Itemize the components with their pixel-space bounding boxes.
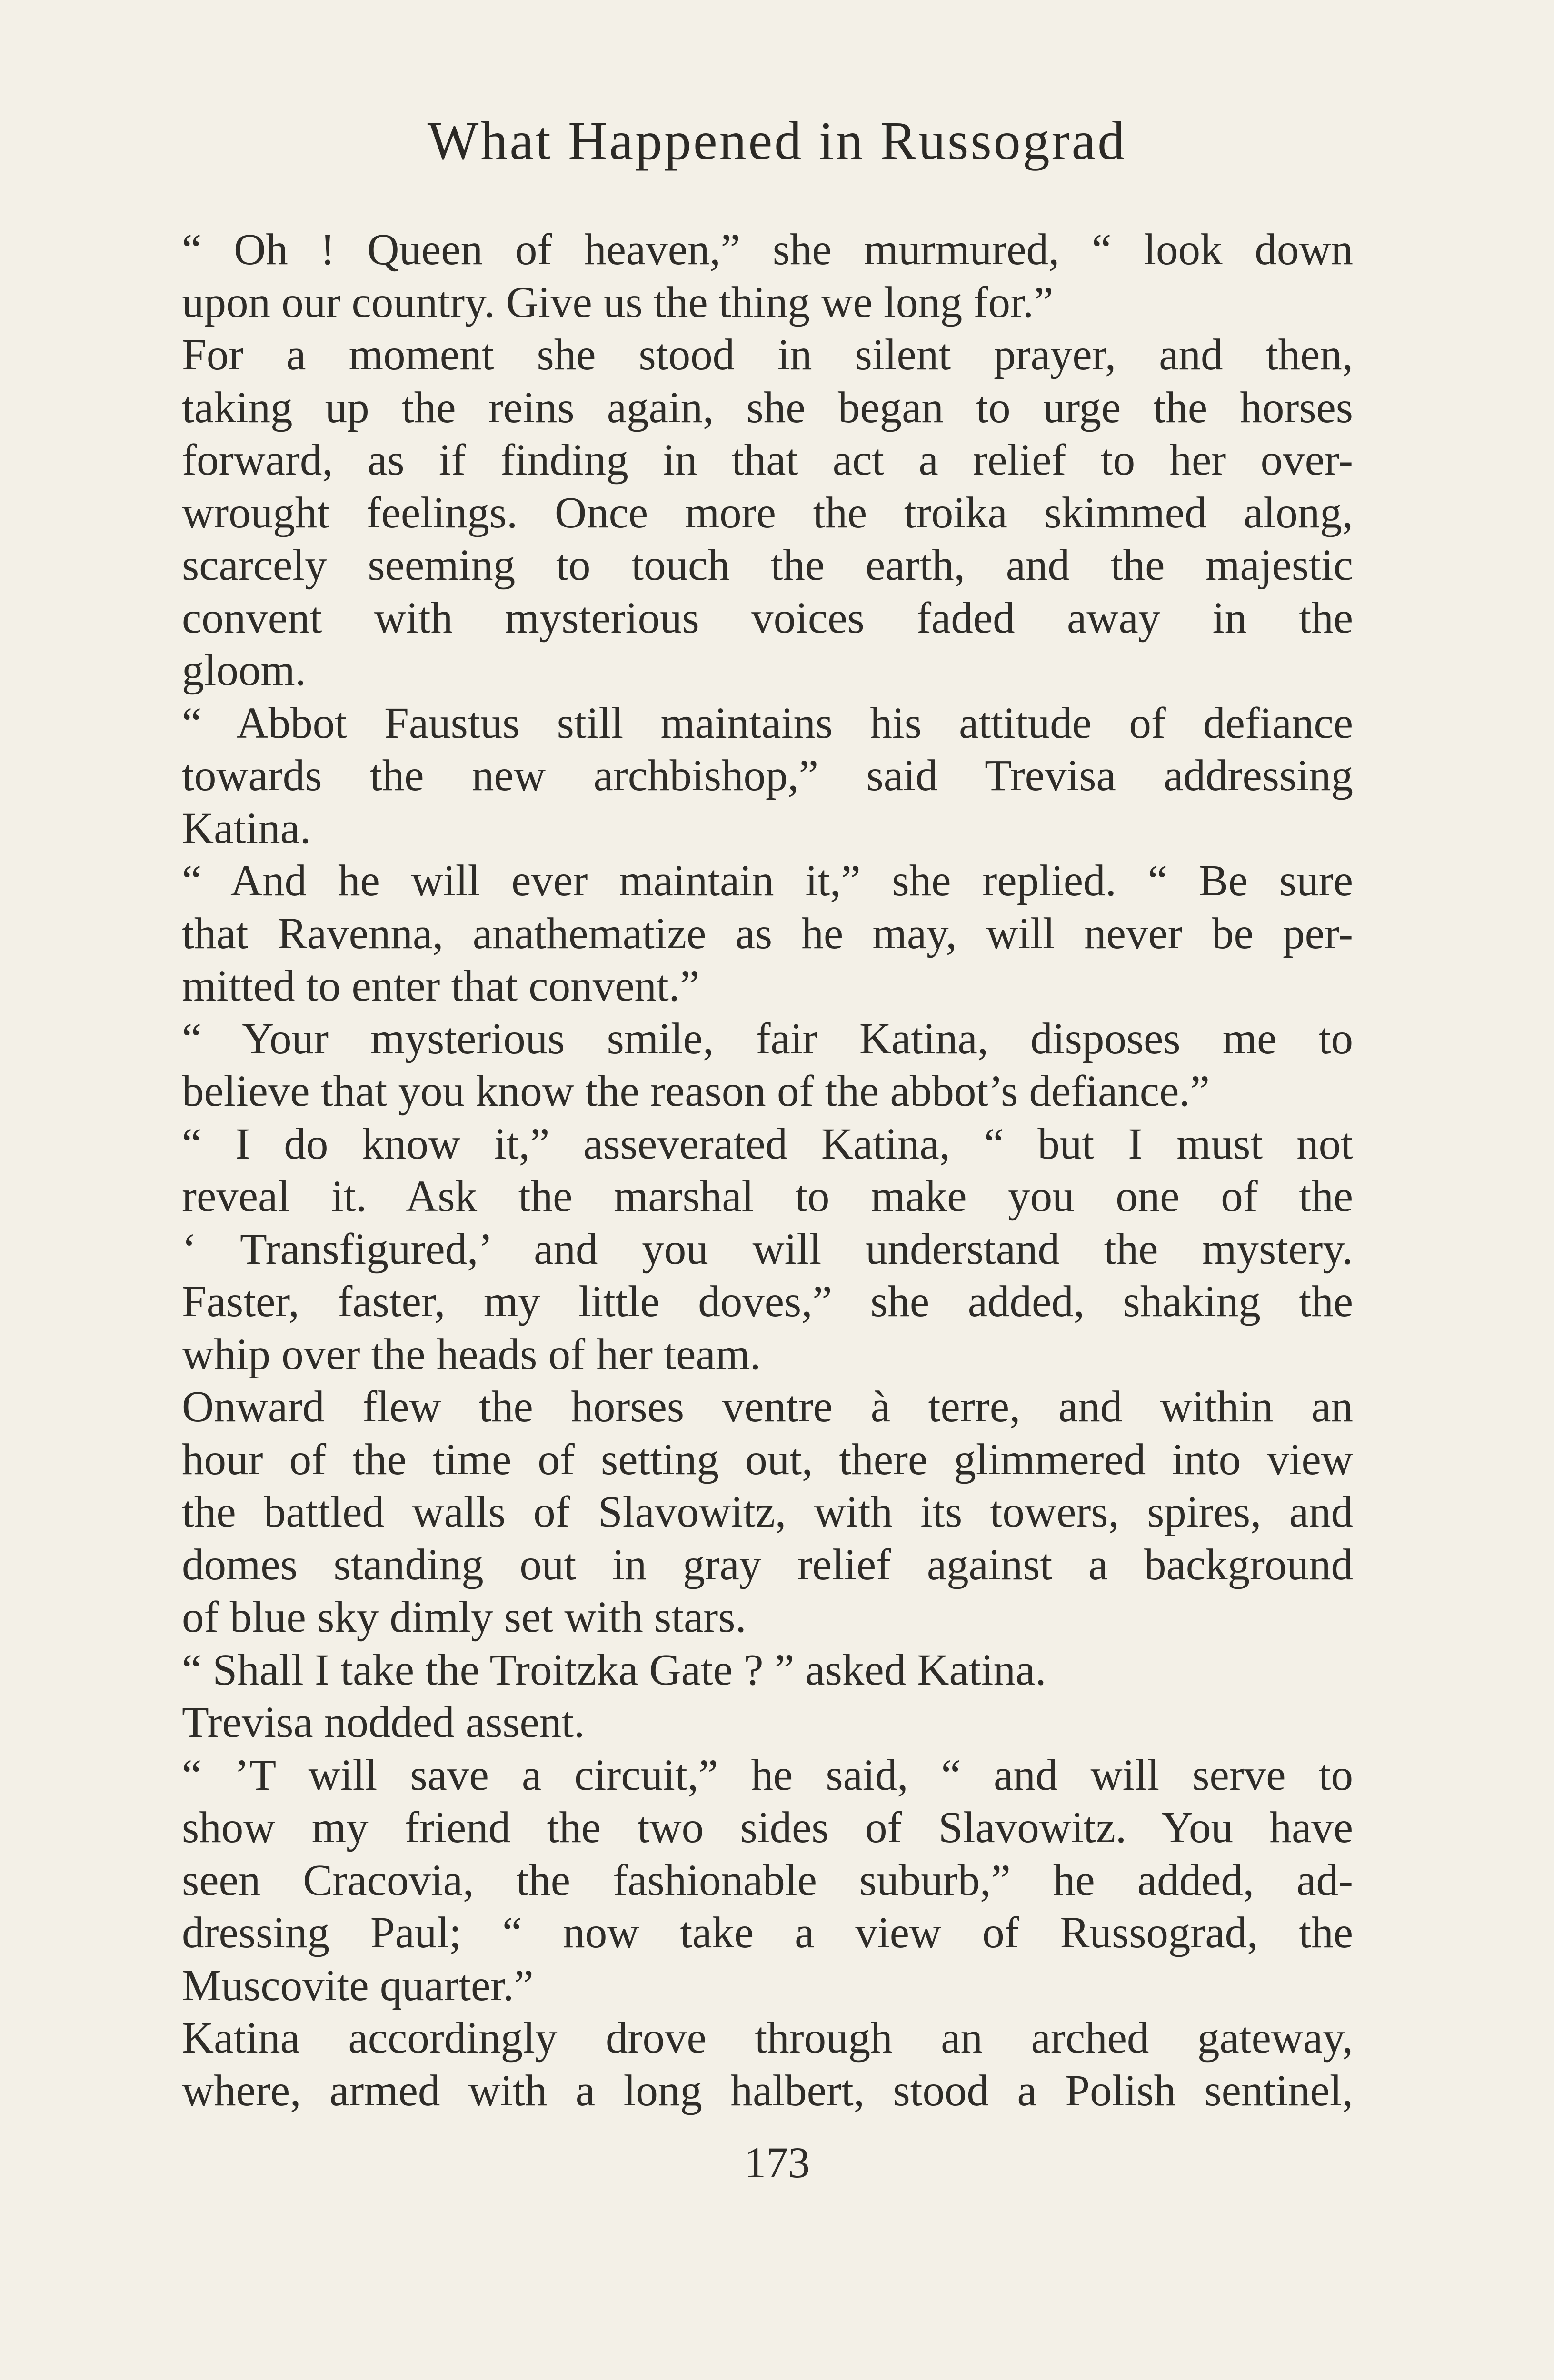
text-line: “ I do know it,” asseverated Katina, “ but I must not (182, 1119, 1353, 1169)
text-line: Katina. (182, 803, 311, 853)
text-line: that Ravenna, anathematize as he may, will never be per- (182, 909, 1353, 958)
text-line: Onward flew the horses ventre à terre, and within an (182, 1382, 1353, 1431)
text-line: mitted to enter that convent.” (182, 962, 700, 1011)
text-line: Trevisa nodded assent. (182, 1698, 585, 1747)
paragraph (139, 1013, 1353, 1118)
text-line: where, armed with a long halbert, stood a Polish sentinel, (182, 2066, 1353, 2115)
text-line: “ Oh ! Queen of heaven,” she murmured, “ look down (182, 225, 1353, 274)
text-line: For a moment she stood in silent prayer, and then, (182, 330, 1353, 379)
text-line: forward, as if finding in that act a relief to her over- (182, 436, 1353, 485)
text-line: ‘ Transfigured,’ and you will understand the mystery. (182, 1224, 1353, 1274)
paragraph (139, 697, 1353, 855)
text-line: dressing Paul; “ now take a view of Russograd, the (182, 1908, 1353, 1957)
paragraph (139, 1381, 1353, 1644)
text-line: Faster, faster, my little doves,” she added, shaking the (182, 1277, 1353, 1326)
running-head: What Happened in Russograd (427, 110, 1127, 171)
text-line: gloom. (182, 646, 306, 695)
paragraph (139, 329, 1353, 697)
text-line: “ Shall I take the Troitzka Gate ? ” asked Katina. (182, 1645, 1046, 1695)
text-line: convent with mysterious voices faded away in the (182, 593, 1353, 643)
text-line: whip over the heads of her team. (182, 1329, 761, 1379)
text-line: domes standing out in gray relief against a background (182, 1540, 1353, 1589)
text-line: the battled walls of Slavowitz, with its towers, spires, and (182, 1488, 1353, 1537)
text-line: upon our country. Give us the thing we long for.” (182, 278, 1054, 327)
paragraph (139, 224, 1353, 329)
text-line: wrought feelings. Once more the troika skimmed along, (182, 488, 1353, 537)
text-line: taking up the reins again, she began to urge the horses (182, 383, 1353, 432)
paragraph (139, 1696, 1353, 1749)
text-line: “ Abbot Faustus still maintains his attitude of defiance (182, 698, 1353, 748)
body-text (139, 224, 1353, 2117)
text-line: reveal it. Ask the marshal to make you one of the (182, 1172, 1353, 1221)
paragraph (139, 1644, 1353, 1697)
paragraph (139, 2012, 1353, 2117)
text-line: “ And he will ever maintain it,” she replied. “ Be sure (182, 856, 1353, 905)
text-line: Muscovite quarter.” (182, 1961, 534, 2010)
paragraph (139, 1118, 1353, 1381)
paragraph (139, 855, 1353, 1013)
text-line: “ Your mysterious smile, fair Katina, disposes me to (182, 1014, 1353, 1063)
text-line: Katina accordingly drove through an arched gateway, (182, 2013, 1353, 2063)
text-line: hour of the time of setting out, there glimmered into view (182, 1435, 1353, 1484)
paragraph (139, 1749, 1353, 2013)
text-line: believe that you know the reason of the abbot’s defiance.” (182, 1067, 1210, 1116)
text-line: seen Cracovia, the fashionable suburb,” he added, ad- (182, 1855, 1353, 1905)
text-line: of blue sky dimly set with stars. (182, 1593, 747, 1642)
page-number: 173 (744, 2138, 810, 2187)
text-line: “ ’T will save a circuit,” he said, “ and will serve to (182, 1750, 1353, 1800)
text-line: show my friend the two sides of Slavowitz. You have (182, 1803, 1353, 1852)
text-line: towards the new archbishop,” said Trevisa addressing (182, 751, 1353, 800)
text-line: scarcely seeming to touch the earth, and the majestic (182, 541, 1353, 590)
